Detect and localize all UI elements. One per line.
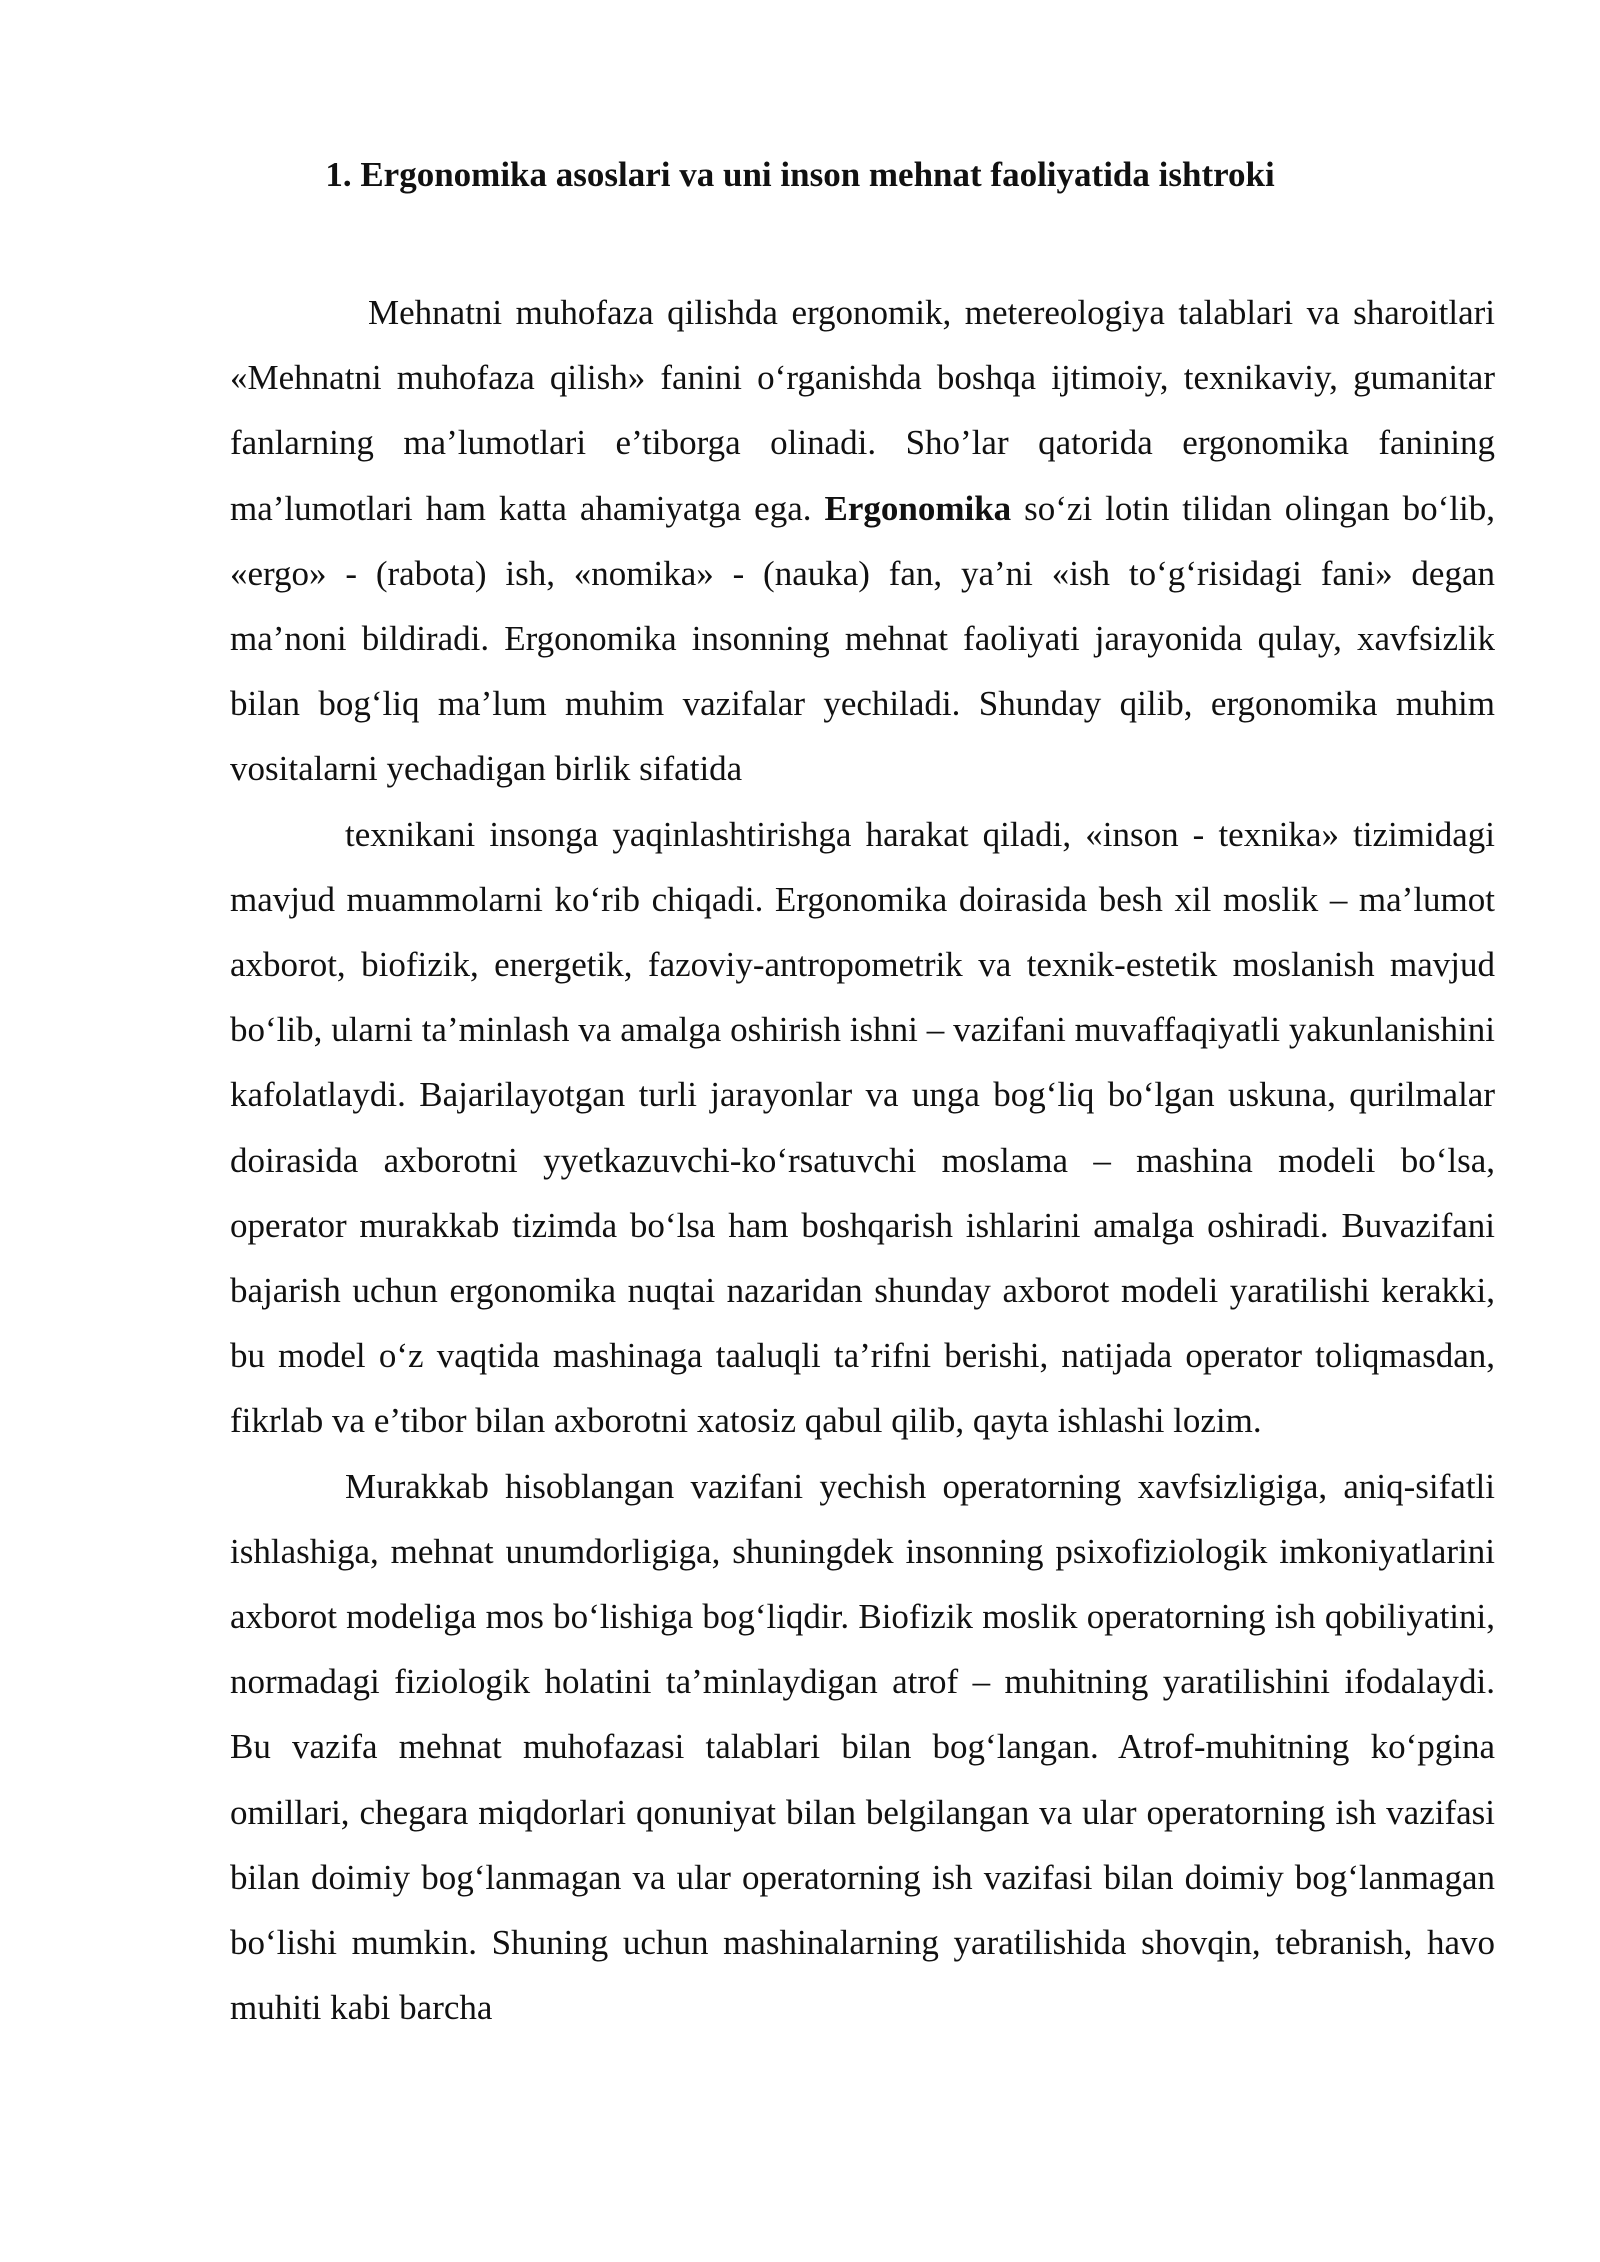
ergonomika-term: Ergonomika — [824, 488, 1012, 528]
paragraph-3: Murakkab hisoblangan vazifani yechish operatorning xavfsizligiga, aniq-sifatli ishlashiga, mehnat unumdorligiga, shuningdek insonning psixofiziologik imkoniyatlarini axborot modeliga mos bo‘lishiga bog‘liqdir. Biofizik moslik operatorning ish qobiliyatini, normadagi fiziologik holatini ta’minlaydigan atrof – muhitning yaratilishini ifodalaydi. Bu vazifa mehnat muhofazasi talablari bilan bog‘langan. Atrof-muhitning ko‘pgina omillari, chegara miqdorlari qonuniyat bilan belgilangan va ular operatorning ish vazifasi bilan doimiy bog‘lanmagan va ular operatorning ish vazifasi bilan doimiy bog‘lanmagan bo‘lishi mumkin. Shuning uchun mashinalarning yaratilishida shovqin, tebranish, havo muhiti kabi barcha — [230, 1466, 1495, 2028]
document-body — [230, 280, 1495, 2040]
paragraph-1-text-start: Mehnatni muhofaza qilishda ergonomik, metereologiya talablari va sharoitlari «Mehnatni muhofaza qilish» fanini o‘rganishda boshqa ijtimoiy, texnikaviy, gumanitar fanlarning ma’lumotlari e’tiborga olinadi. Sho’lar qatorida ergonomika fanining ma’lumotlari ham katta ahamiyatga ega. — [230, 293, 1495, 528]
document-title: 1. Ergonomika asoslari va uni inson mehnat faoliyatida ishtroki — [325, 155, 1275, 194]
paragraph-2: texnikani insonga yaqinlashtirishga harakat qiladi, «inson - texnika» tizimidagi mavjud muammolarni ko‘rib chiqadi. Ergonomika doirasida besh xil moslik – ma’lumot axborot, biofizik, energetik, fazoviy-antropometrik va texnik-estetik moslanish mavjud bo‘lib, ularni ta’minlash va amalga oshirish ishni – vazifani muvaffaqiyatli yakunlanishini kafolatlaydi. Bajarilayotgan turli jarayonlar va unga bog‘liq bo‘lgan uskuna, qurilmalar doirasida axborotni yyetkazuvchi-ko‘rsatuvchi moslama – mashina modeli bo‘lsa, operator murakkab tizimda bo‘lsa ham boshqarish ishlarini amalga oshiradi. Buvazifani bajarish uchun ergonomika nuqtai nazaridan shunday axborot modeli yaratilishi kerakki, bu model o‘z vaqtida mashinaga taaluqli ta’rifni berishi, natijada operator toliqmasdan, fikrlab va e’tibor bilan axborotni xatosiz qabul qilib, qayta ishlashi lozim. — [230, 814, 1495, 1441]
paragraph-1-text-end: so‘zi lotin tilidan olingan bo‘lib, «ergo» - (rabota) ish, «nomika» - (nauka) fan, ya’ni «ish to‘g‘risidagi fani» degan ma’noni bildiradi. Ergonomika insonning mehnat faoliyati jarayonida qulay, xavfsizlik bilan bog‘liq ma’lum muhim vazifalar yechiladi. Shunday qilib, ergonomika muhim vositalarni yechadigan birlik sifatida — [230, 488, 1495, 789]
paragraph-1 — [230, 280, 1495, 802]
